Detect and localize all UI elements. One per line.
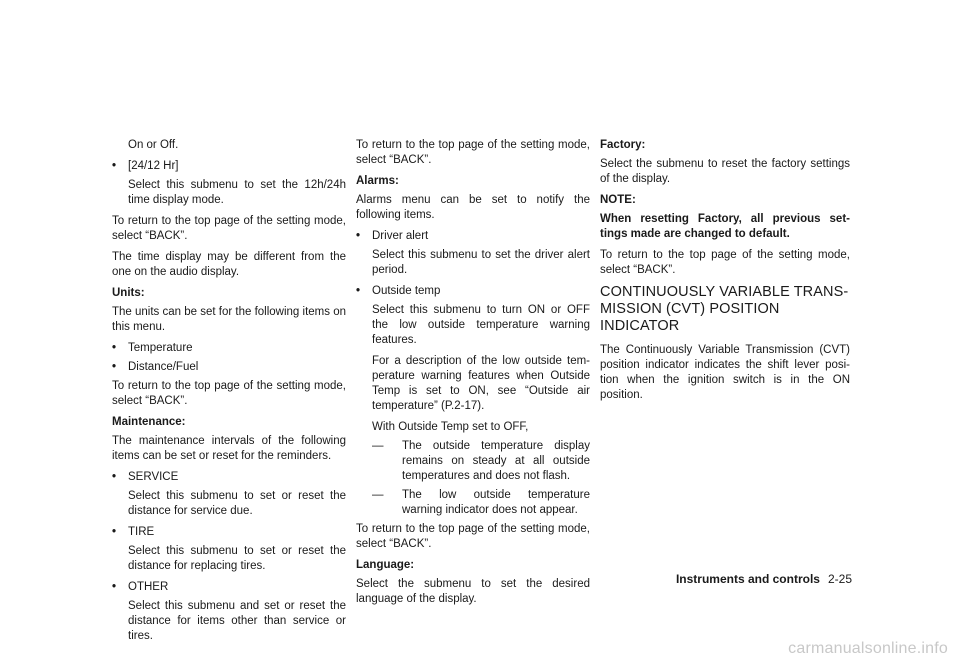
paragraph: The time display may be different from the one on the audio display. [112, 251, 346, 278]
bullet-mark: • [112, 471, 117, 483]
column-3 [600, 138, 850, 409]
bullet-desc: Select this submenu to set the driver alert period. [372, 249, 590, 276]
bullet-mark: • [356, 230, 361, 242]
bullet-mark: • [112, 160, 117, 172]
column-2 [356, 138, 590, 613]
return-text: To return to the top page of the setting mode, select “BACK”. [600, 249, 850, 276]
bullet-service: • SERVICE [112, 471, 179, 483]
dash-item: — The low outside temperature warning indicator does not appear. [372, 489, 590, 516]
return-text: To return to the top page of the setting mode, select “BACK”. [112, 380, 346, 407]
bullet-mark: • [112, 526, 117, 538]
alarms-heading: Alarms: [356, 175, 399, 187]
bullet-mark: • [112, 581, 117, 593]
bullet-desc: For a description of the low outside tem- perature warning features when Outside Temp is set to ON, see “Outside air temperature” (P.2-17). [372, 355, 590, 412]
bullet-other: • OTHER [112, 581, 169, 593]
bullet-desc: Select this submenu to set the 12h/24h time display mode. [128, 179, 346, 206]
continuation-text: On or Off. [128, 139, 179, 151]
dash-mark: — [372, 440, 384, 452]
paragraph: Alarms menu can be set to notify the following items. [356, 194, 590, 221]
bullet-desc: Select this submenu to set or reset the distance for replacing tires. [128, 545, 346, 572]
units-heading: Units: [112, 287, 145, 299]
bullet-mark: • [112, 361, 117, 373]
return-text: To return to the top page of the setting mode, select “BACK”. [356, 523, 590, 550]
note-text: When resetting Factory, all previous set- tings made are changed to default. [600, 213, 850, 240]
bullet-desc: Select this submenu to turn ON or OFF the low outside temperature warning features. [372, 304, 590, 346]
bullet-tire: • TIRE [112, 526, 155, 538]
watermark: carmanualsonline.info [788, 640, 948, 657]
paragraph: The units can be set for the following items on this menu. [112, 306, 346, 333]
bullet-desc: With Outside Temp set to OFF, [372, 421, 529, 433]
return-text: To return to the top page of the setting mode, select “BACK”. [112, 215, 346, 242]
bullet-desc: Select this submenu and set or reset the distance for items other than service or tires. [128, 600, 346, 642]
bullet-mark: • [356, 285, 361, 297]
bullet-outside-temp: • Outside temp [356, 285, 441, 297]
bullet-mark: • [112, 342, 117, 354]
column-1 [112, 138, 346, 650]
paragraph: The maintenance intervals of the following items can be set or reset for the reminders. [112, 435, 346, 462]
dash-item: — The outside temperature display remains on steady at all outside temperatures and does not flash. [372, 440, 590, 482]
factory-heading: Factory: [600, 139, 646, 151]
bullet-distance: • Distance/Fuel [112, 361, 199, 373]
bullet-temperature: • Temperature [112, 342, 193, 354]
bullet-driver-alert: • Driver alert [356, 230, 429, 242]
dash-mark: — [372, 489, 384, 501]
return-text: To return to the top page of the setting mode, select “BACK”. [356, 139, 590, 166]
section-title: Instruments and controls [675, 572, 820, 586]
paragraph: Select the submenu to reset the factory settings of the display. [600, 158, 850, 185]
paragraph: The Continuously Variable Transmission (CVT) position indicator indicates the shift lever posi- tion when the ignition switch is in the ON position. [600, 344, 850, 401]
bullet-24-12: • [24/12 Hr] [112, 160, 179, 172]
page-number: 2-25 [827, 572, 852, 586]
maintenance-heading: Maintenance: [112, 416, 186, 428]
section-heading: CONTINUOUSLY VARIABLE TRANS- MISSION (CVT) POSITION INDICATOR [600, 284, 849, 334]
paragraph: Select the submenu to set the desired language of the display. [356, 578, 590, 605]
language-heading: Language: [356, 559, 415, 571]
bullet-desc: Select this submenu to set or reset the distance for service due. [128, 490, 346, 517]
note-heading: NOTE: [600, 194, 636, 206]
page-footer [676, 572, 852, 586]
